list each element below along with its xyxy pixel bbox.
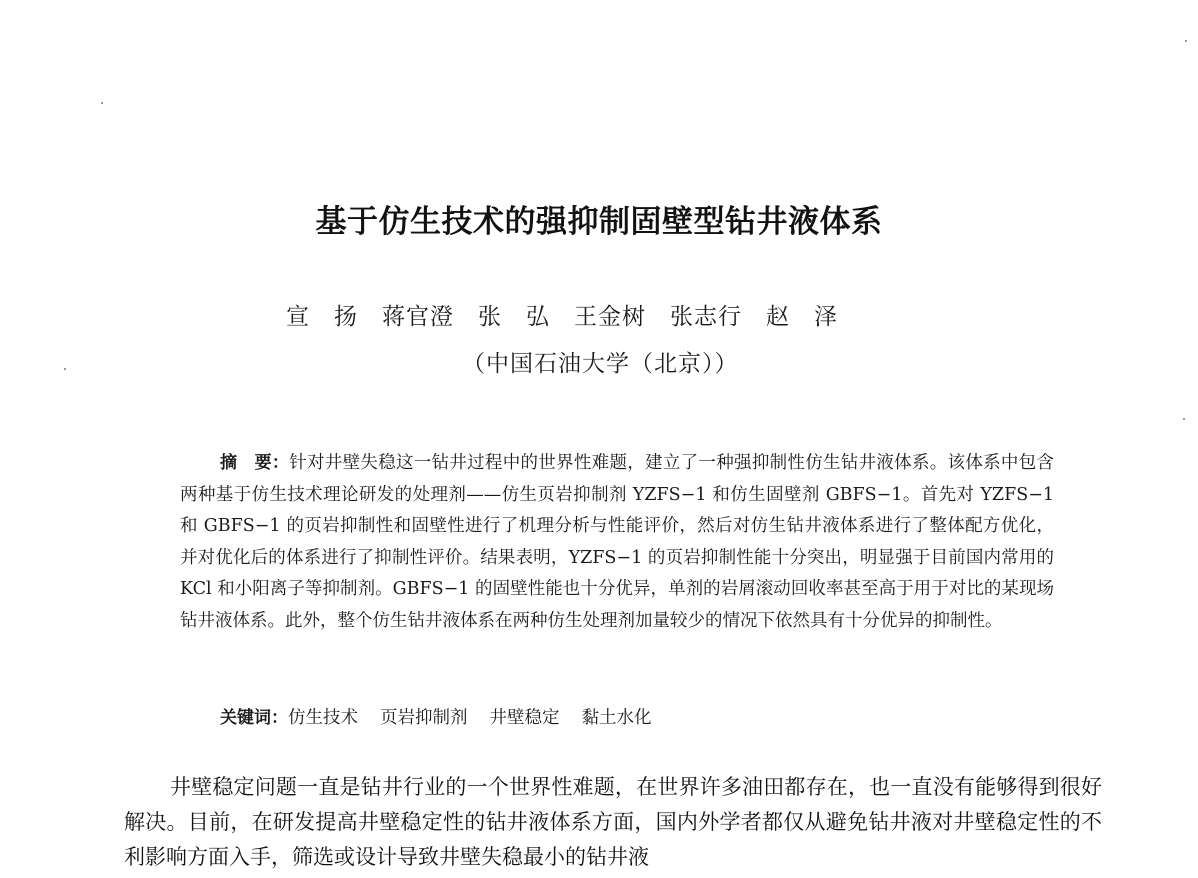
- abstract-text: 针对井壁失稳这一钻井过程中的世界性难题，建立了一种强抑制性仿生钻井液体系。该体系中包含两种基于仿生技术理论研发的处理剂——仿生页岩抑制剂 YZFS−1 和仿生固壁剂 GBFS−1。首先对 YZFS−1 和 GBFS−1 的页岩抑制性和固壁性进行了机理分析与性能评价，然后对仿生钻井液体系进行了整体配方优化，并对优化后的体系进行了抑制性评价。结果表明，YZFS−1 的页岩抑制性能十分突出，明显强于目前国内常用的 KCl 和小阳离子等抑制剂。GBFS−1 的固壁性能也十分优异，单剂的岩屑滚动回收率甚至高于用于对比的某现场钻井液体系。此外，整个仿生钻井液体系在两种仿生处理剂加量较少的情况下依然具有十分优异的抑制性。: [180, 453, 1055, 631]
- scan-speck: [101, 102, 103, 104]
- keywords-label: 关键词：: [220, 708, 288, 728]
- body-paragraph: 井壁稳定问题一直是钻井行业的一个世界性难题，在世界许多油田都存在，也一直没有能够得到很好解决。目前，在研发提高井壁稳定性的钻井液体系方面，国内外学者都仅从避免钻井液对井壁稳定性的不利影响方面入手，筛选或设计导致井壁失稳最小的钻井液: [124, 775, 1102, 869]
- scan-speck: [64, 368, 66, 370]
- author: 王金树: [574, 304, 646, 330]
- keyword: 黏土水化: [581, 708, 652, 728]
- affiliation: （中国石油大学（北京））: [462, 351, 739, 377]
- scan-speck: [1183, 418, 1185, 420]
- author: 蒋官澄: [382, 304, 454, 330]
- author-list: [286, 298, 838, 331]
- abstract-label: 摘 要：: [220, 453, 290, 473]
- keyword: 页岩抑制剂: [380, 708, 468, 728]
- scan-speck: [1185, 40, 1187, 42]
- author: 张 弘: [478, 304, 550, 330]
- author: 张志行: [670, 304, 742, 330]
- keywords: [220, 703, 674, 729]
- keyword: 井壁稳定: [489, 708, 560, 728]
- paper-title: 基于仿生技术的强抑制固壁型钻井液体系: [315, 204, 883, 240]
- abstract-paragraph: [180, 448, 1054, 638]
- author: 赵 泽: [766, 304, 838, 330]
- abstract: [180, 448, 1054, 638]
- keyword: 仿生技术: [288, 708, 358, 728]
- author: 宣 扬: [286, 304, 358, 330]
